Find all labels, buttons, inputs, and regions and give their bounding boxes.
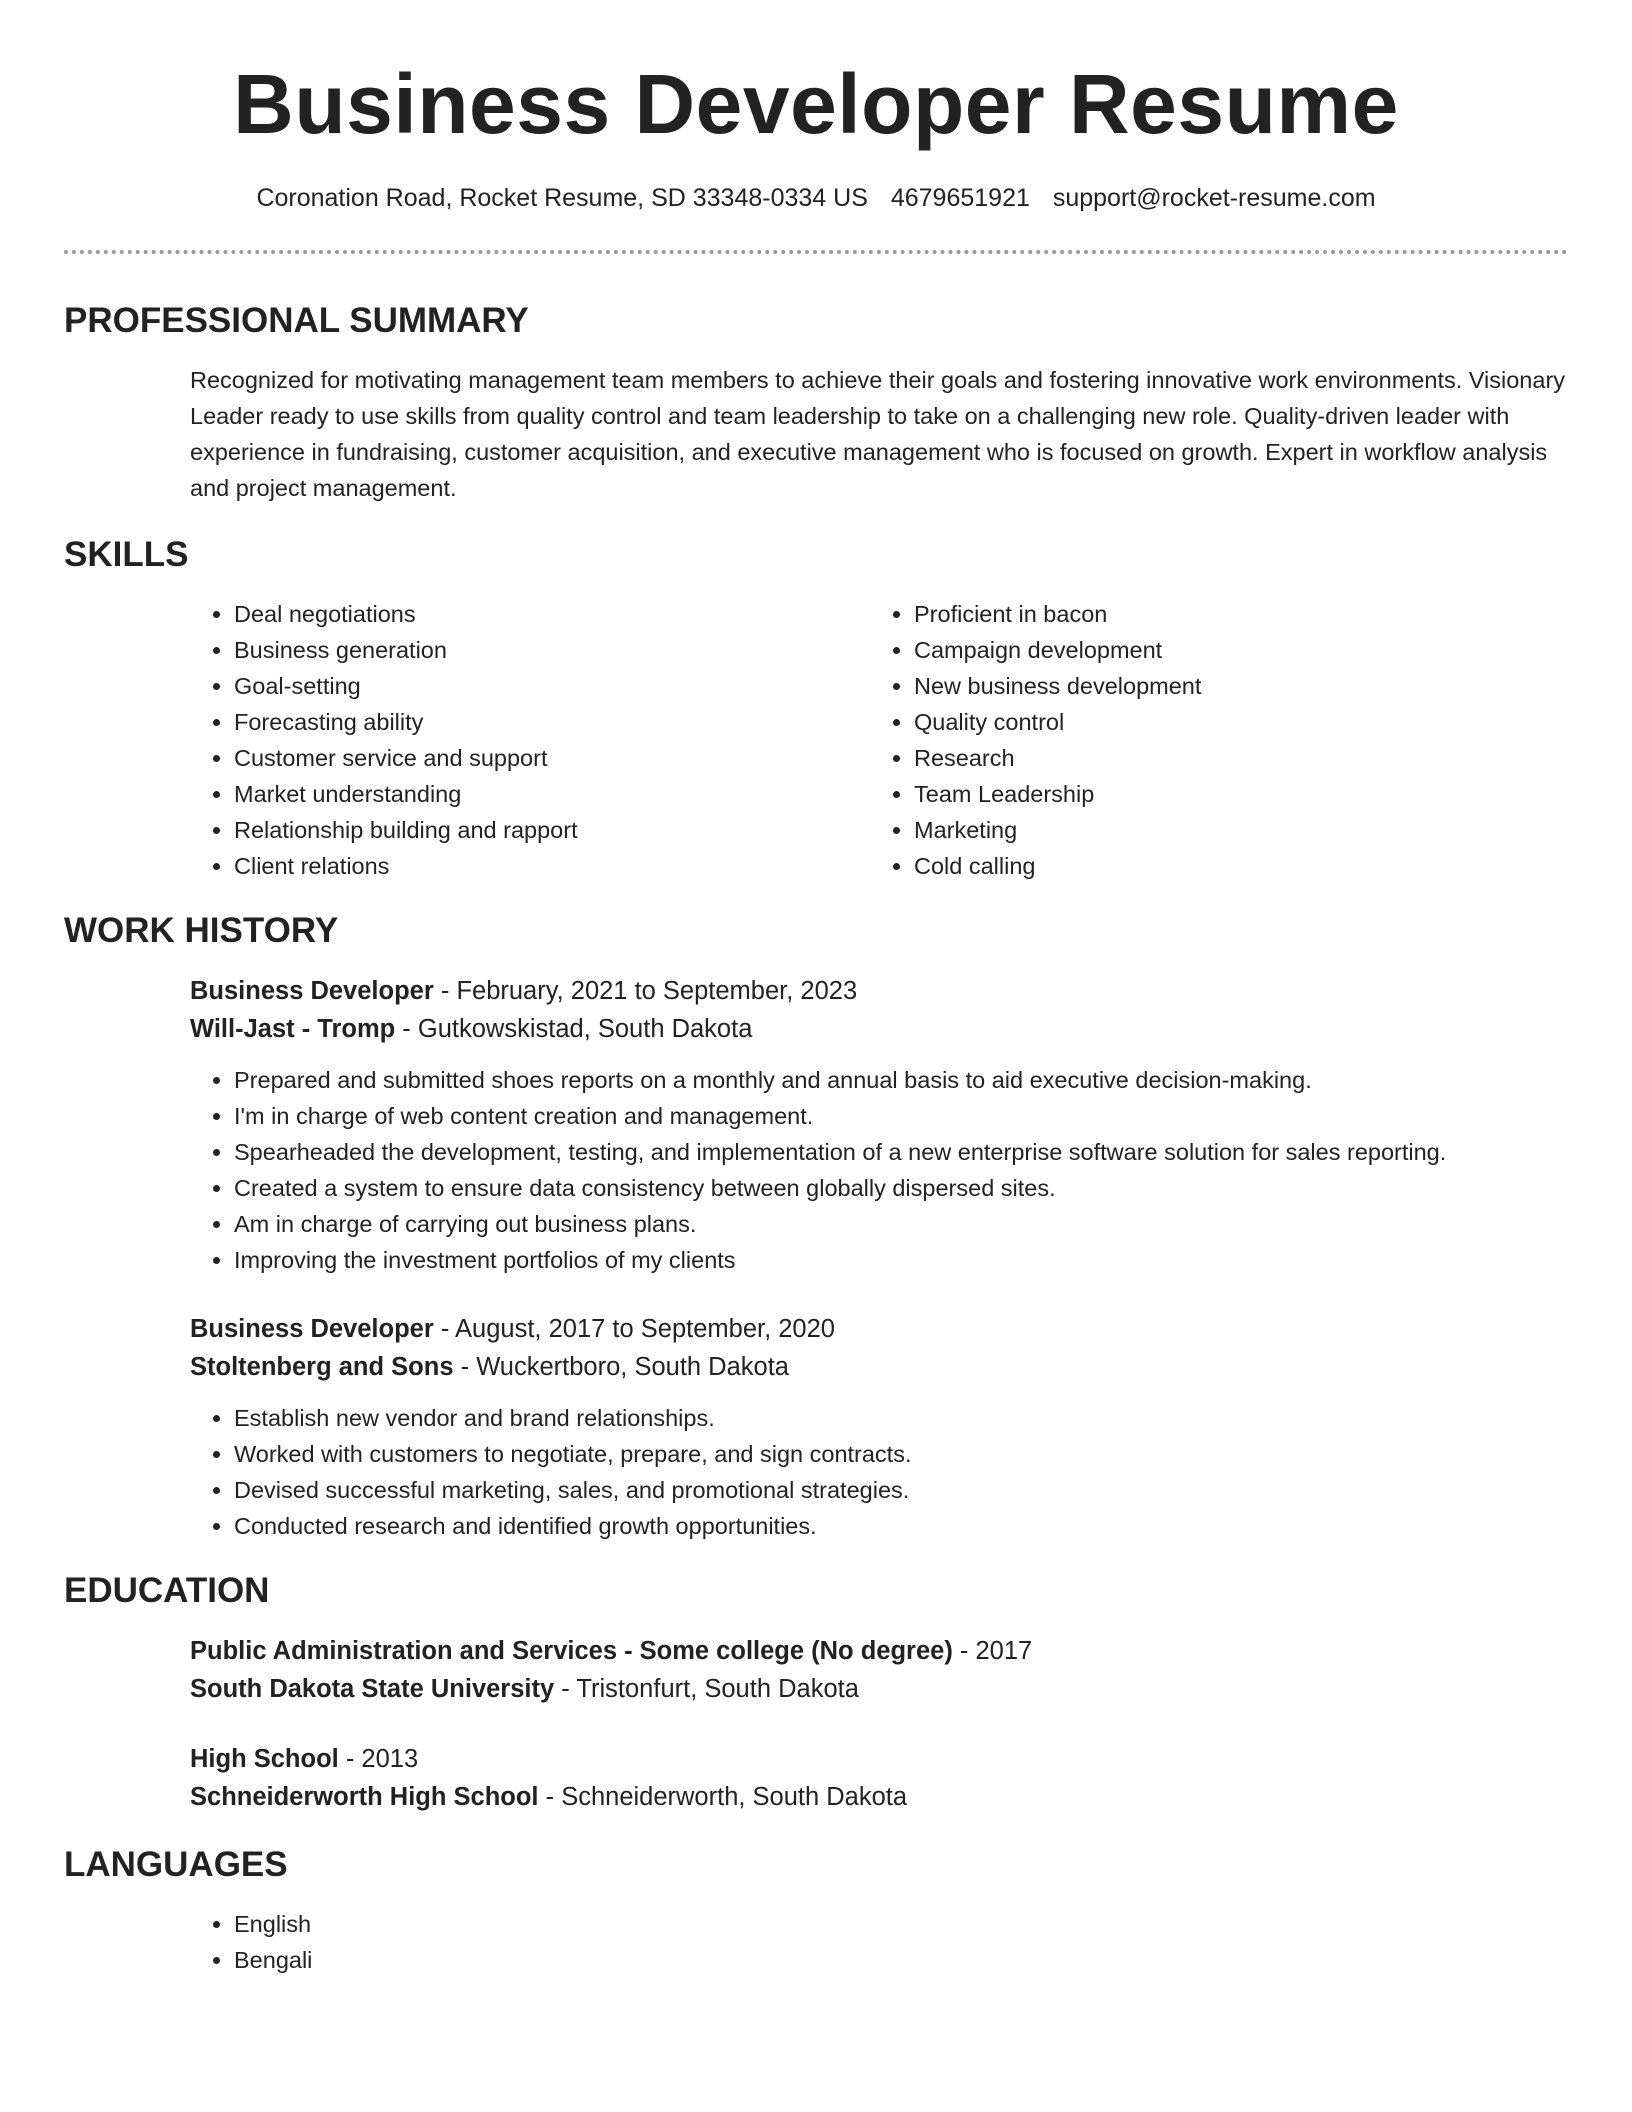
skill-item: • Proficient in bacon	[914, 596, 1550, 632]
education-degree-line	[190, 1740, 1568, 1778]
job-bullets	[190, 1062, 1568, 1278]
education-entry	[190, 1740, 1568, 1816]
job-bullet: • Created a system to ensure data consistency between globally dispersed sites.	[234, 1170, 1568, 1206]
education-degree-line	[190, 1632, 1568, 1670]
skill-item: • Research	[914, 740, 1550, 776]
skill-item: • Team Leadership	[914, 776, 1550, 812]
contact-line	[64, 182, 1568, 214]
skill-item: • Forecasting ability	[234, 704, 870, 740]
languages-heading: LANGUAGES	[64, 1845, 288, 1884]
resume-title: Business Developer Resume	[233, 57, 1399, 151]
job-bullet: • Conducted research and identified growth opportunities.	[234, 1508, 1568, 1544]
education-location: - Tristonfurt, South Dakota	[554, 1675, 859, 1703]
job-company-line	[190, 1010, 1568, 1048]
resume-page	[64, 0, 1568, 1978]
job-bullet: • Am in charge of carrying out business plans.	[234, 1206, 1568, 1242]
job-title: Business Developer	[190, 977, 434, 1005]
job-location: - Gutkowskistad, South Dakota	[395, 1015, 753, 1043]
job-company: Will-Jast - Tromp	[190, 1015, 396, 1043]
education-school: South Dakota State University	[190, 1675, 555, 1703]
language-item: • Bengali	[234, 1942, 1568, 1978]
job-location: - Wuckertboro, South Dakota	[453, 1353, 789, 1381]
job-title-line	[190, 972, 1568, 1010]
education-school-line	[190, 1670, 1568, 1708]
contact-email: support@rocket-resume.com	[1052, 184, 1376, 212]
job-bullet: • Spearheaded the development, testing, and implementation of a new enterprise software solution for sales reporting.	[234, 1134, 1568, 1170]
skill-item: • Marketing	[914, 812, 1550, 848]
job-title: Business Developer	[190, 1315, 434, 1343]
job-bullet: • Improving the investment portfolios of my clients	[234, 1242, 1568, 1278]
skill-item: • Business generation	[234, 632, 870, 668]
job-dates: - August, 2017 to September, 2020	[433, 1315, 835, 1343]
education-school: Schneiderworth High School	[190, 1783, 539, 1811]
skills-column-right	[870, 596, 1550, 884]
education-degree: Public Administration and Services - Some college (No degree)	[190, 1637, 953, 1665]
education-school-line	[190, 1778, 1568, 1816]
skill-item: • Relationship building and rapport	[234, 812, 870, 848]
skill-item: • Client relations	[234, 848, 870, 884]
education-entry	[190, 1632, 1568, 1708]
job-dates: - February, 2021 to September, 2023	[433, 977, 858, 1005]
skill-item: • Deal negotiations	[234, 596, 870, 632]
contact-phone: 4679651921	[890, 184, 1030, 212]
contact-address: Coronation Road, Rocket Resume, SD 33348-0334 US	[256, 184, 868, 212]
skill-item: • Customer service and support	[234, 740, 870, 776]
education-degree: High School	[190, 1745, 339, 1773]
education-section	[190, 1632, 1568, 1816]
job-entry	[190, 972, 1568, 1278]
work-section	[190, 972, 1568, 1544]
job-title-line	[190, 1310, 1568, 1348]
languages-section	[190, 1906, 1568, 1978]
job-bullets	[190, 1400, 1568, 1544]
summary-heading: PROFESSIONAL SUMMARY	[64, 301, 529, 340]
job-company: Stoltenberg and Sons	[190, 1353, 454, 1381]
job-bullet: • Establish new vendor and brand relationships.	[234, 1400, 1568, 1436]
job-company-line	[190, 1348, 1568, 1386]
education-year: - 2013	[338, 1745, 419, 1773]
skill-item: • Quality control	[914, 704, 1550, 740]
skill-item: • Market understanding	[234, 776, 870, 812]
skill-item: • Cold calling	[914, 848, 1550, 884]
job-bullet: • Prepared and submitted shoes reports on a monthly and annual basis to aid executive decision-making.	[234, 1062, 1568, 1098]
summary-section	[190, 362, 1568, 506]
education-year: - 2017	[952, 1637, 1033, 1665]
skills-heading: SKILLS	[64, 535, 189, 574]
header-divider	[64, 250, 1568, 254]
summary-text: Recognized for motivating management team members to achieve their goals and fostering innovative work environments. Visionary Leader ready to use skills from quality control and team leadership to take on a challenging new role. Quality-driven leader with experience in fundraising, customer acquisition, and executive management who is focused on growth. Expert in workflow analysis and project management.	[190, 367, 1566, 501]
job-bullet: • Devised successful marketing, sales, and promotional strategies.	[234, 1472, 1568, 1508]
language-item: • English	[234, 1906, 1568, 1942]
education-heading: EDUCATION	[64, 1571, 270, 1610]
work-heading: WORK HISTORY	[64, 911, 339, 950]
job-bullet: • Worked with customers to negotiate, prepare, and sign contracts.	[234, 1436, 1568, 1472]
skill-item: • Campaign development	[914, 632, 1550, 668]
skill-item: • Goal-setting	[234, 668, 870, 704]
skill-item: • New business development	[914, 668, 1550, 704]
skills-column-left	[190, 596, 870, 884]
education-location: - Schneiderworth, South Dakota	[538, 1783, 908, 1811]
job-bullet: • I'm in charge of web content creation and management.	[234, 1098, 1568, 1134]
skills-section	[190, 596, 1568, 884]
job-entry	[190, 1310, 1568, 1544]
